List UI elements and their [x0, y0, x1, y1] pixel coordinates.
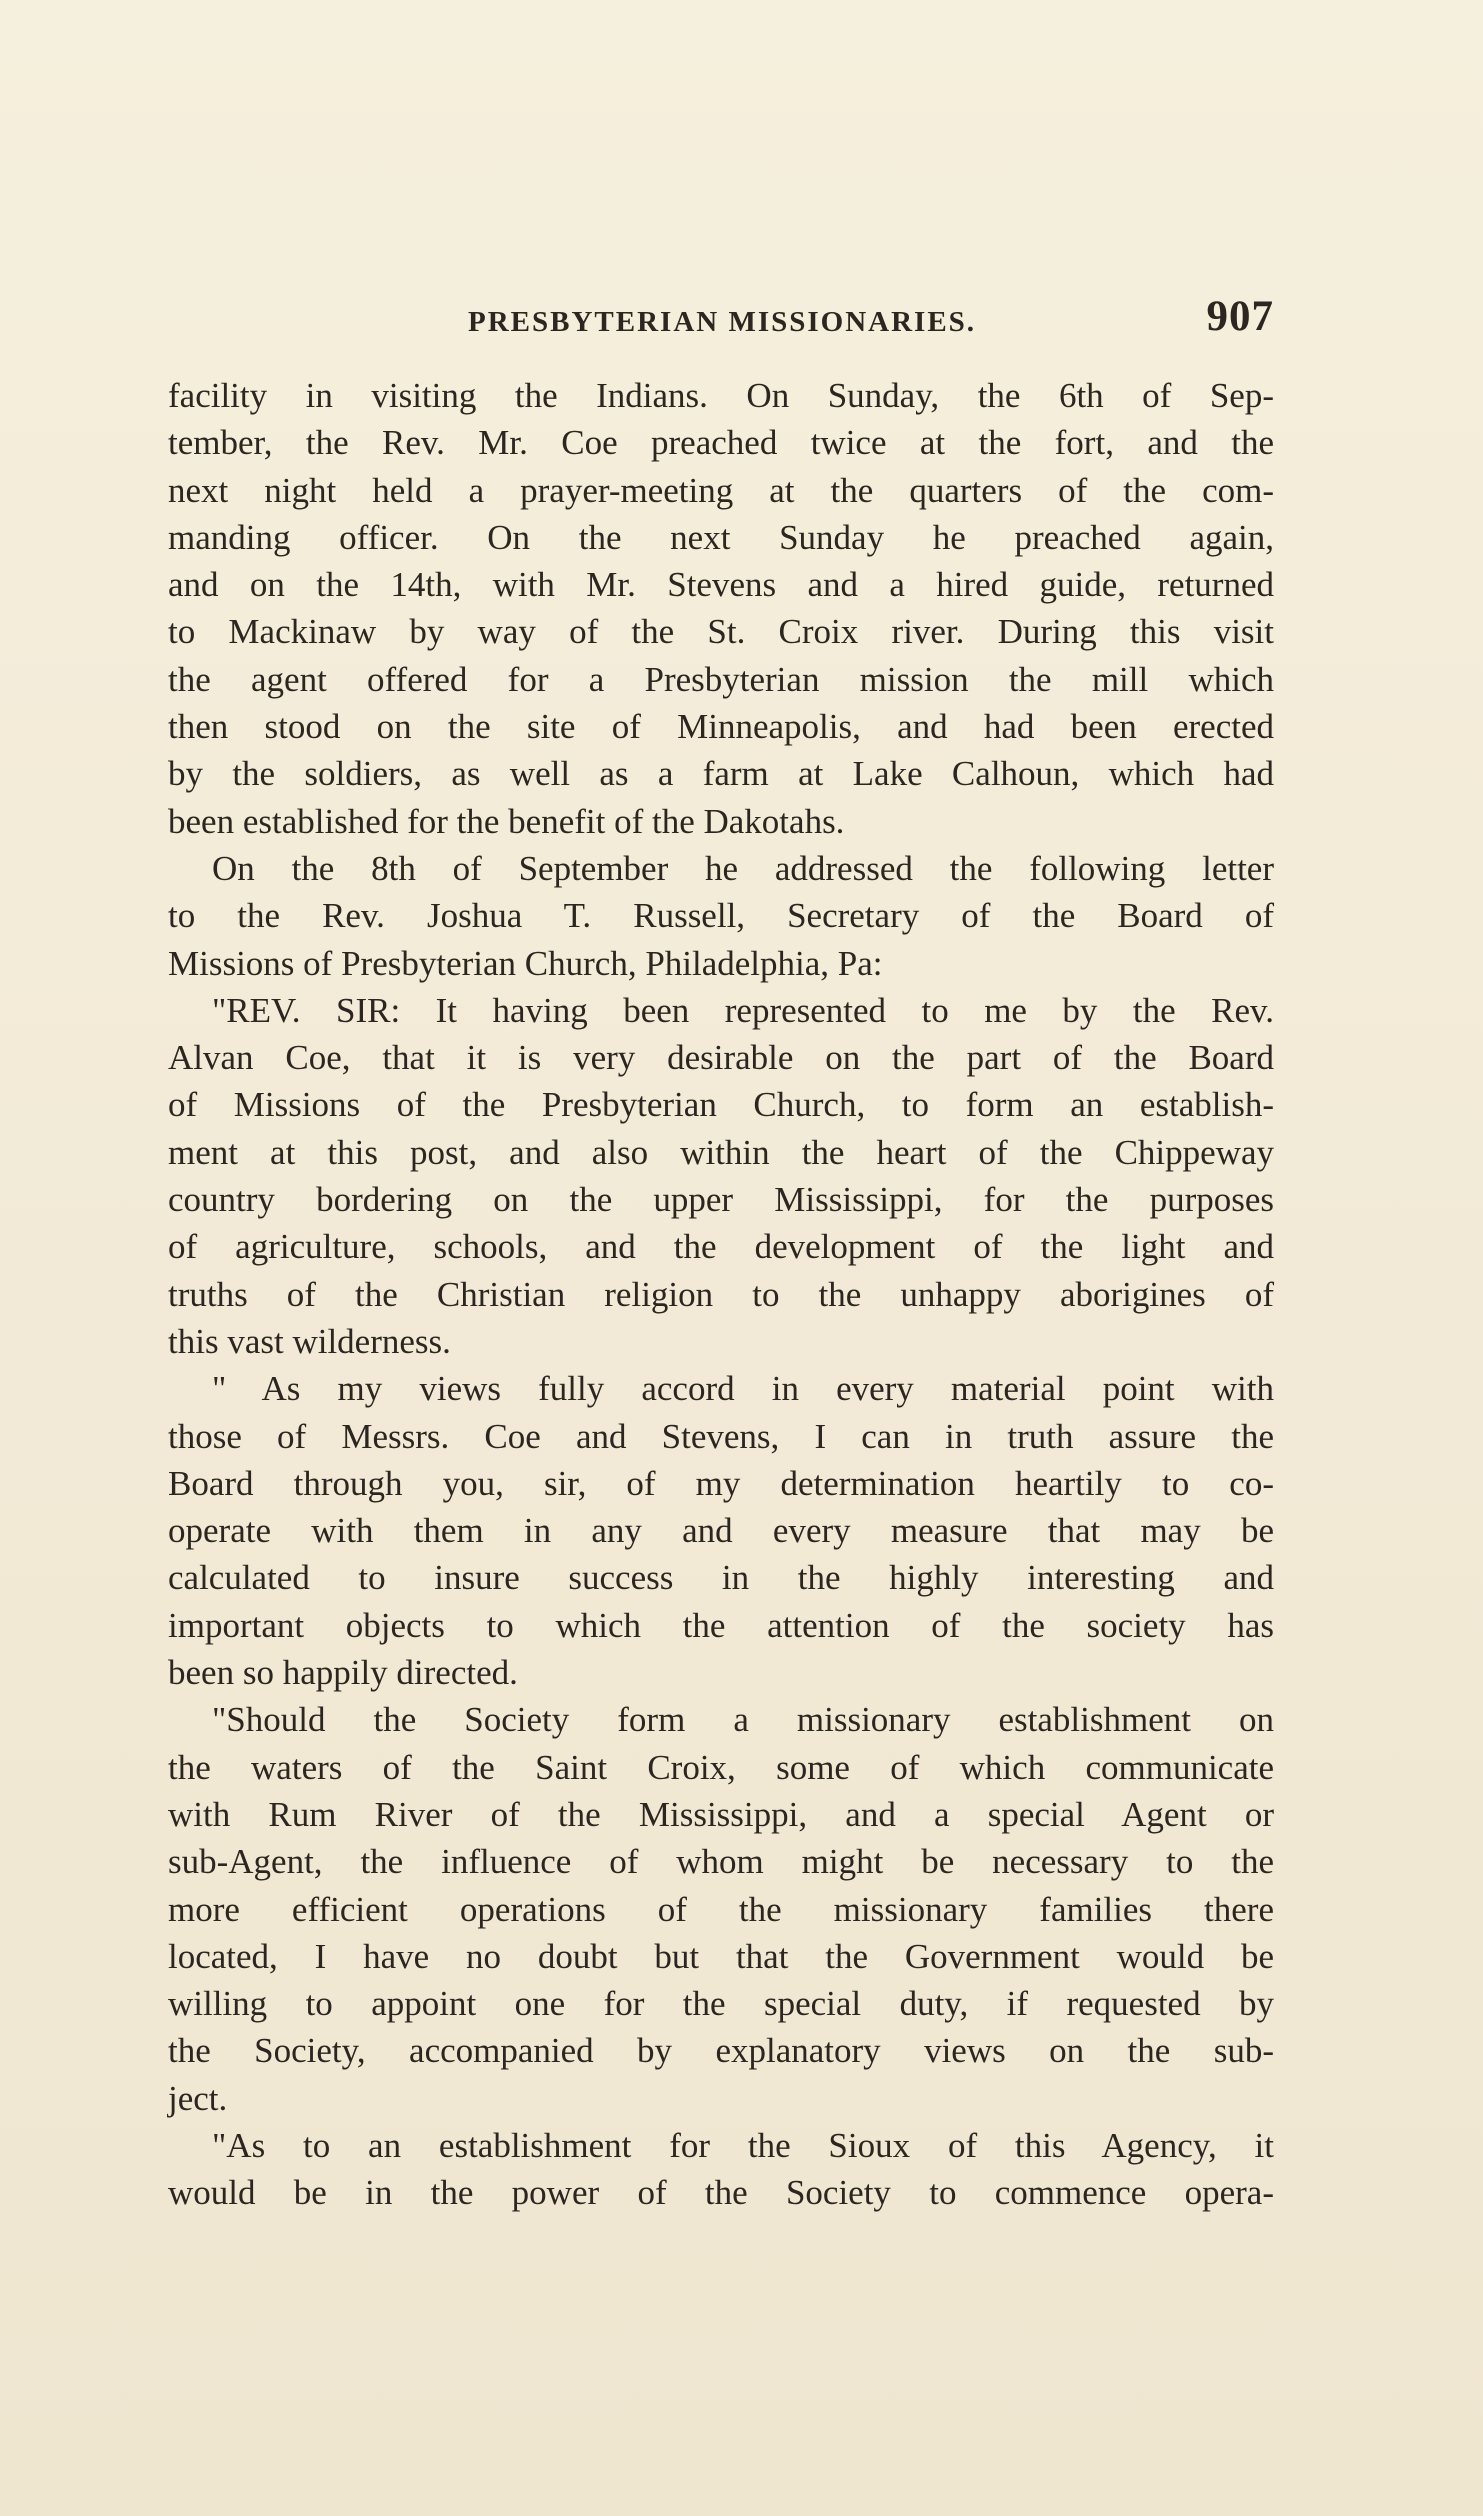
- text-line: tember, the Rev. Mr. Coe preached twice at the fort, and the: [168, 423, 1274, 463]
- body-text: [168, 372, 1274, 2217]
- text-line: Missions of Presbyterian Church, Philadelphia, Pa:: [168, 943, 883, 983]
- text-line: truths of the Christian religion to the unhappy aborigines of: [168, 1274, 1274, 1314]
- text-line: been so happily directed.: [168, 1653, 518, 1693]
- page-number: 907: [1206, 293, 1274, 340]
- text-line: to Mackinaw by way of the St. Croix river. During this visit: [168, 612, 1274, 652]
- text-line: those of Messrs. Coe and Stevens, I can in truth assure the: [168, 1416, 1274, 1456]
- text-line: Board through you, sir, of my determination heartily to co-: [168, 1463, 1274, 1503]
- text-line: of Missions of the Presbyterian Church, to form an establish-: [168, 1085, 1274, 1125]
- text-line: calculated to insure success in the highly interesting and: [168, 1558, 1274, 1598]
- text-line: more efficient operations of the missionary families there: [168, 1889, 1274, 1929]
- running-head: PRESBYTERIAN MISSIONARIES.: [468, 306, 977, 338]
- text-line: to the Rev. Joshua T. Russell, Secretary of the Board of: [168, 896, 1274, 936]
- text-line: the waters of the Saint Croix, some of which communicate: [168, 1747, 1274, 1787]
- text-line: located, I have no doubt but that the Government would be: [168, 1936, 1274, 1976]
- page-header: [168, 292, 1274, 352]
- text-line: On the 8th of September he addressed the following letter: [212, 848, 1274, 888]
- text-line: the Society, accompanied by explanatory views on the sub-: [168, 2031, 1274, 2071]
- text-line: ject.: [168, 2078, 228, 2118]
- text-line: the agent offered for a Presbyterian mission the mill which: [168, 659, 1274, 699]
- text-line: with Rum River of the Mississippi, and a special Agent or: [168, 1794, 1274, 1834]
- text-line: country bordering on the upper Mississippi, for the purposes: [168, 1180, 1274, 1220]
- text-line: Alvan Coe, that it is very desirable on the part of the Board: [168, 1038, 1274, 1078]
- text-line: would be in the power of the Society to commence opera-: [168, 2173, 1274, 2213]
- text-line: "REV. SIR: It having been represented to me by the Rev.: [212, 990, 1274, 1030]
- text-line: by the soldiers, as well as a farm at Lake Calhoun, which had: [168, 754, 1274, 794]
- text-line: "As to an establishment for the Sioux of this Agency, it: [212, 2125, 1274, 2165]
- text-line: next night held a prayer-meeting at the quarters of the com-: [168, 470, 1274, 510]
- text-line: "Should the Society form a missionary establishment on: [212, 1700, 1274, 1740]
- text-line: " As my views fully accord in every material point with: [212, 1369, 1274, 1409]
- text-line: then stood on the site of Minneapolis, and had been erected: [168, 707, 1274, 747]
- text-line: sub-Agent, the influence of whom might be necessary to the: [168, 1842, 1274, 1882]
- text-line: been established for the benefit of the Dakotahs.: [168, 801, 845, 841]
- text-line: this vast wilderness.: [168, 1321, 451, 1361]
- text-line: ment at this post, and also within the heart of the Chippeway: [168, 1132, 1274, 1172]
- text-line: willing to appoint one for the special duty, if requested by: [168, 1984, 1274, 2024]
- text-line: important objects to which the attention of the society has: [168, 1605, 1274, 1645]
- text-line: manding officer. On the next Sunday he preached again,: [168, 517, 1274, 557]
- text-line: facility in visiting the Indians. On Sunday, the 6th of Sep-: [168, 376, 1274, 415]
- text-line: of agriculture, schools, and the development of the light and: [168, 1227, 1274, 1267]
- text-line: and on the 14th, with Mr. Stevens and a hired guide, returned: [168, 565, 1274, 605]
- text-line: operate with them in any and every measure that may be: [168, 1511, 1274, 1551]
